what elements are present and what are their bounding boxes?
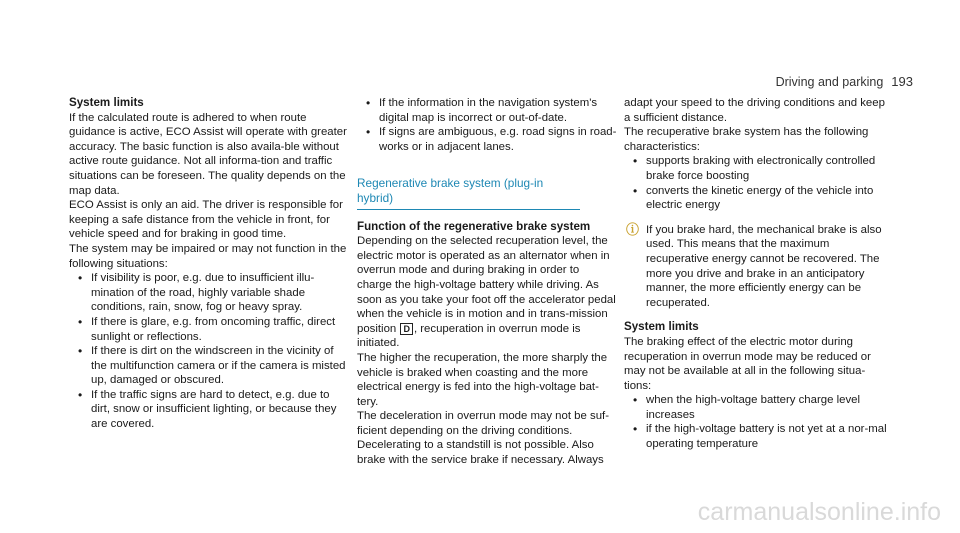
function-heading: Function of the regenerative brake system [357, 219, 591, 233]
paragraph: The deceleration in overrun mode may not be suf-ficient depending on the driving conditions. Decelerating to a standstill is not possible. Also brake with the service brake if necessary. Always [357, 410, 609, 467]
paragraph: adapt your speed to the driving conditions and keep a sufficient distance. [624, 97, 885, 124]
list-item: • If there is dirt on the windscreen in the vicinity of the multifunction camera or if the camera is misted up, damaged or obscured. [69, 344, 351, 388]
paragraph [357, 234, 617, 351]
system-limits-heading: System limits [624, 320, 699, 334]
list-item: • If the traffic signs are hard to detect, e.g. due to dirt, snow or insufficient lighting, or because they are covered. [69, 388, 351, 432]
text-part: Depending on the selected recuperation level, the electric motor is operated as an alternator when in overrun mode and during braking in order to charge the high-voltage battery while driving. As soon as you take your foot off the accelerator pedal when the vehicle is in motion and in trans-mission position [357, 235, 616, 335]
list-item: • when the high-voltage battery charge level increases [624, 393, 888, 422]
watermark: carmanualsonline.info [697, 498, 941, 526]
page-header [776, 74, 913, 89]
list-item: • supports braking with electronically controlled brake force boosting [624, 154, 888, 183]
list-item: • If there is glare, e.g. from oncoming traffic, direct sunlight or reflections. [69, 315, 351, 344]
list-item: • If the information in the navigation system's digital map is incorrect or out-of-date. [357, 96, 617, 125]
situation-list [69, 271, 351, 432]
info-icon: ⓘ [626, 221, 640, 237]
section-title: Regenerative brake system (plug-in hybrid) [357, 176, 580, 209]
characteristics-list [624, 154, 888, 212]
paragraph: The higher the recuperation, the more sharply the vehicle is braked when coasting and the more electrical energy is fed into the high-voltage bat-tery. [357, 351, 608, 408]
paragraph: ECO Assist is only an aid. The driver is responsible for keeping a safe distance from the vehicle in front, for vehicle speed and for braking in good time. [69, 199, 343, 241]
note [624, 223, 888, 311]
gear-d-icon: D [400, 323, 413, 335]
paragraph: The braking effect of the electric motor during recuperation in overrun mode may be reduced or may not be available at all in the following situa-tions: [624, 335, 871, 392]
paragraph: The recuperative brake system has the following characteristics: [624, 126, 869, 153]
section-name: Driving and parking [775, 75, 884, 89]
list-item: • If signs are ambiguous, e.g. road signs in road-works or in adjacent lanes. [357, 125, 617, 154]
paragraph: The system may be impaired or may not function in the following situations: [69, 242, 347, 270]
list-item: • If visibility is poor, e.g. due to insufficient illu-mination of the road, highly variable shade conditions, rain, snow, fog or heavy spray. [69, 271, 351, 315]
column-1 [69, 96, 351, 432]
list-item: • if the high-voltage battery is not yet at a nor-mal operating temperature [624, 422, 888, 451]
page-number: 193 [891, 74, 913, 89]
column-3 [624, 96, 888, 452]
paragraph: If the calculated route is adhered to when route guidance is active, ECO Assist will operate with greater accuracy. The basic function is also availa-ble without active route guidance. Not all informa-tion and traffic situations can be foreseen. The quality depends on the map data. [69, 111, 347, 197]
column-2 [357, 96, 617, 468]
note-text: If you brake hard, the mechanical brake is also used. This means that the maximum recuperative energy cannot be recovered. The more you drive and brake in an anticipatory manner, the more efficiently energy can be recuperated. [646, 223, 882, 309]
situation-list [624, 393, 888, 451]
situation-list-continued [357, 96, 617, 154]
list-item: • converts the kinetic energy of the vehicle into electric energy [624, 184, 888, 213]
system-limits-heading: System limits [69, 96, 144, 109]
text-part: , recuperation in overrun mode is initiated. [357, 322, 581, 350]
